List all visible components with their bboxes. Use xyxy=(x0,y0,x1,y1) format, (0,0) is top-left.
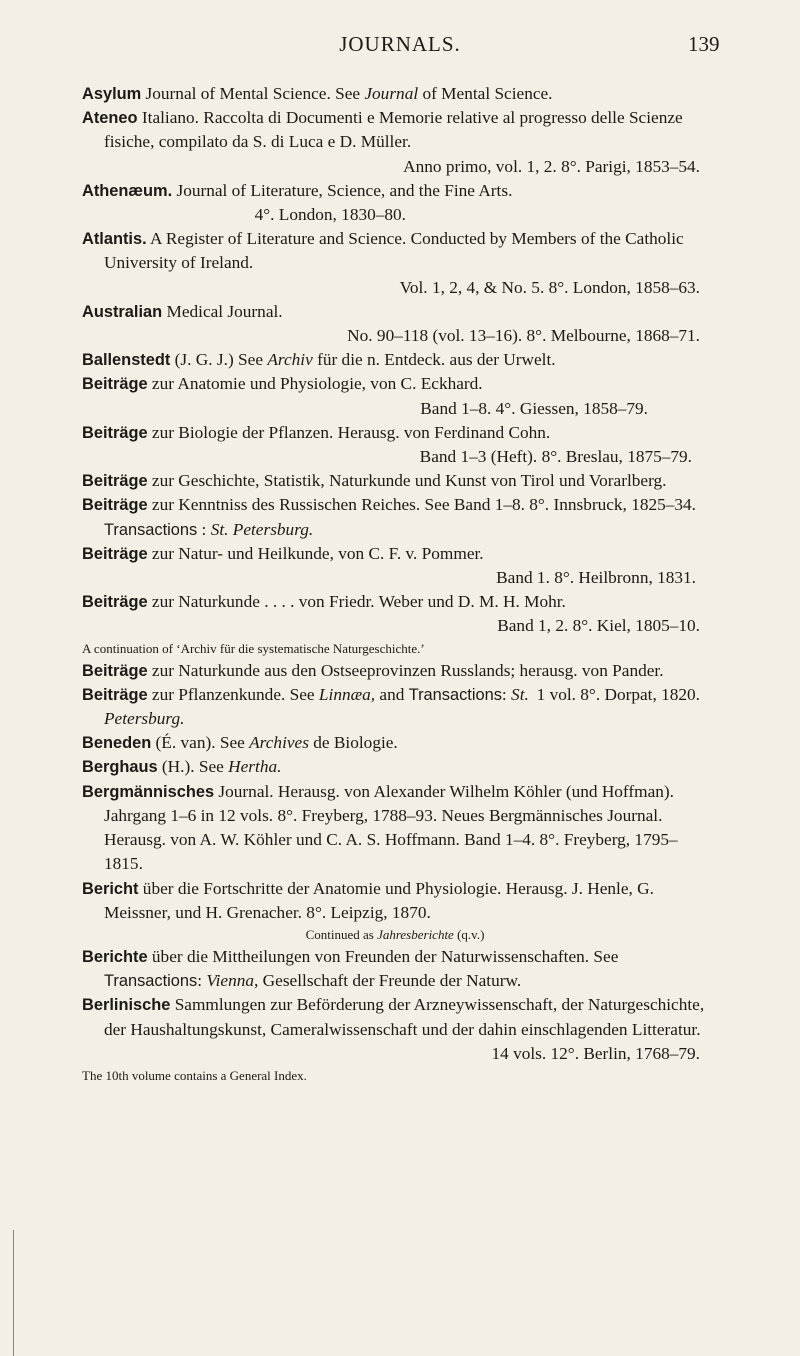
entry-transactions: Transactions xyxy=(104,520,198,539)
entry-text: Sammlungen zur Beförderung der Arzneywissenschaft, der Naturgeschichte, der Haushaltungskunst, Cameralwissenschaft und der dahin einschlagenden Litteratur. xyxy=(104,995,705,1039)
entry-berichte xyxy=(82,945,706,993)
entry-headword: Beiträge xyxy=(82,685,148,704)
entry-italic: Vienna, xyxy=(206,971,259,991)
entry-bergmaennisches xyxy=(82,780,706,877)
entry-headword: Bergmännisches xyxy=(82,782,215,801)
entry-text: Journal. Herausg. von Alexander Wilhelm Köhler (und Hoffman). Jahrgang 1–6 in 12 vols. 8°. Freyberg, 1788–93. Neues Bergmännisches Journal. Herausg. von A. W. Köhler und C. A. S. Hoffmann. Band 1–4. 8°. Freyberg, 1795–1815. xyxy=(104,781,678,874)
entry-headword: Beiträge xyxy=(82,472,148,491)
entry-berghaus xyxy=(82,755,706,779)
entry-athenaeum xyxy=(82,179,706,227)
entry-note: A continuation of ‘Archiv für die systematische Naturgeschichte.’ xyxy=(82,640,425,656)
entry-text: de Biologie. xyxy=(308,733,398,753)
entry-text: Journal of Literature, Science, and the Fine Arts. xyxy=(172,180,513,200)
entry-headword: Asylum xyxy=(82,85,142,103)
entry-headword: Australian xyxy=(82,302,163,321)
entry-imprint: Band 1–8. 4°. Giessen, 1858–79. xyxy=(420,398,648,418)
entry-imprint: Band 1. 8°. Heilbronn, 1831. xyxy=(496,568,696,588)
entry-text: Gesellschaft der Freunde der Naturw. xyxy=(258,971,522,991)
scan-edge-line xyxy=(13,1230,14,1356)
entry-text: zur Biologie der Pflanzen. Herausg. von Ferdinand Cohn. xyxy=(147,422,551,442)
running-title: JOURNALS. xyxy=(339,32,461,56)
entry-text: zur Pflanzenkunde. See xyxy=(147,684,319,704)
journal-list xyxy=(82,82,706,1086)
entry-imprint: No. 90–118 (vol. 13–16). 8°. Melbourne, 1868–71. xyxy=(347,326,700,346)
entry-imprint: 14 vols. 12°. Berlin, 1768–79. xyxy=(491,1043,700,1063)
entry-ateneo xyxy=(82,106,706,179)
entry-text: of Mental Science. xyxy=(418,84,553,103)
entry-imprint: 1 vol. 8°. Dorpat, 1820. xyxy=(536,684,700,704)
entry-headword: Beiträge xyxy=(82,496,148,515)
entry-text: zur Natur- und Heilkunde, von C. F. v. Pommer. xyxy=(147,543,484,563)
entry-italic: Hertha. xyxy=(228,757,282,777)
entry-text: : xyxy=(197,519,211,539)
entry-transactions: Transactions xyxy=(104,972,198,991)
entry-text: : xyxy=(197,971,207,991)
entry-note: The 10th volume contains a General Index. xyxy=(82,1067,307,1083)
entry-headword: Beiträge xyxy=(82,544,148,563)
entry-text: : xyxy=(501,684,512,704)
entry-beneden xyxy=(82,731,706,755)
entry-headword: Beiträge xyxy=(82,593,148,612)
entry-transactions: Transactions xyxy=(408,685,502,704)
entry-imprint: 4°. London, 1830–80. xyxy=(254,205,406,225)
entry-headword: Ateneo xyxy=(82,109,138,128)
entry-text: Journal of Mental Science. See xyxy=(141,84,365,103)
entry-italic: Archiv xyxy=(267,350,313,370)
entry-beitraege-natur-heilkunde xyxy=(82,542,706,590)
entry-bericht xyxy=(82,877,706,945)
page-number: 139 xyxy=(688,32,720,56)
note-text: (q.v.) xyxy=(453,926,485,942)
entry-text: (É. van). See xyxy=(151,733,250,753)
entry-text: Medical Journal. xyxy=(162,301,283,321)
entry-imprint: Band 1, 2. 8°. Kiel, 1805–10. xyxy=(497,616,700,636)
entry-text: über die Mittheilungen von Freunden der Naturwissenschaften. See xyxy=(147,946,619,966)
entry-beitraege-biologie xyxy=(82,421,706,469)
entry-text: zur Naturkunde aus den Ostseeprovinzen Russlands; herausg. von Pander. xyxy=(147,660,664,680)
entry-text: A Register of Literature and Science. Conducted by Members of the Catholic University of Ireland. xyxy=(104,229,684,273)
entry-note xyxy=(104,925,706,945)
entry-ballenstedt xyxy=(82,348,706,372)
entry-headword: Beiträge xyxy=(82,661,148,680)
entry-italic: Archives xyxy=(249,733,309,753)
note-italic: Jahresberichte xyxy=(377,926,454,942)
entry-headword: Beiträge xyxy=(82,423,148,442)
entry-headword: Atlantis. xyxy=(82,230,147,249)
entry-imprint: Band 1–3 (Heft). 8°. Breslau, 1875–79. xyxy=(419,447,692,467)
entry-text: für die n. Entdeck. aus der Urwelt. xyxy=(312,350,556,370)
entry-headword: Berichte xyxy=(82,947,148,966)
note-text: Continued as xyxy=(305,926,378,942)
entry-headword: Berlinische xyxy=(82,996,171,1015)
entry-headword: Berghaus xyxy=(82,758,158,777)
entry-headword: Athenæum. xyxy=(82,181,173,200)
entry-headword: Beiträge xyxy=(82,375,148,394)
entry-text: Italiano. Raccolta di Documenti e Memorie relative al progresso delle Scienze fisiche, compilato da S. di Luca e D. Müller. xyxy=(104,108,683,152)
entry-imprint: Vol. 1, 2, 4, & No. 5. 8°. London, 1858–63. xyxy=(399,277,700,297)
entry-text: zur Geschichte, Statistik, Naturkunde und Kunst von Tirol und Vorarlberg. xyxy=(147,471,667,491)
entry-headword: Ballenstedt xyxy=(82,351,171,370)
entry-text: zur Anatomie und Physiologie, von C. Eckhard. xyxy=(147,374,483,394)
entry-berlinische xyxy=(82,993,706,1086)
entry-italic: Journal xyxy=(364,84,419,103)
entry-asylum xyxy=(82,82,706,106)
entry-beitraege-anatomie xyxy=(82,372,706,420)
entry-beitraege-naturkunde xyxy=(82,590,706,658)
entry-text: (J. G. J.) See xyxy=(170,350,268,370)
entry-text: über die Fortschritte der Anatomie und Physiologie. Herausg. J. Henle, G. Meissner, und H. Grenacher. 8°. Leipzig, 1870. xyxy=(104,878,654,922)
entry-text: (H.). See xyxy=(157,757,229,777)
entry-text: and xyxy=(375,684,409,704)
entry-australian xyxy=(82,300,706,348)
entry-text: zur Kenntniss des Russischen Reiches. See xyxy=(147,495,450,515)
entry-headword: Beneden xyxy=(82,734,152,753)
entry-headword: Bericht xyxy=(82,879,139,898)
entry-italic: Linnæa, xyxy=(318,684,376,704)
entry-atlantis xyxy=(82,227,706,300)
entry-text: zur Naturkunde . . . . von Friedr. Weber und D. M. H. Mohr. xyxy=(147,592,566,612)
entry-italic: St. Petersburg. xyxy=(104,684,529,729)
entry-imprint: Band 1–8. 8°. Innsbruck, 1825–34. xyxy=(453,495,696,515)
entry-italic: St. Petersburg. xyxy=(210,519,314,539)
entry-imprint: Anno primo, vol. 1, 2. 8°. Parigi, 1853–54. xyxy=(403,156,700,176)
